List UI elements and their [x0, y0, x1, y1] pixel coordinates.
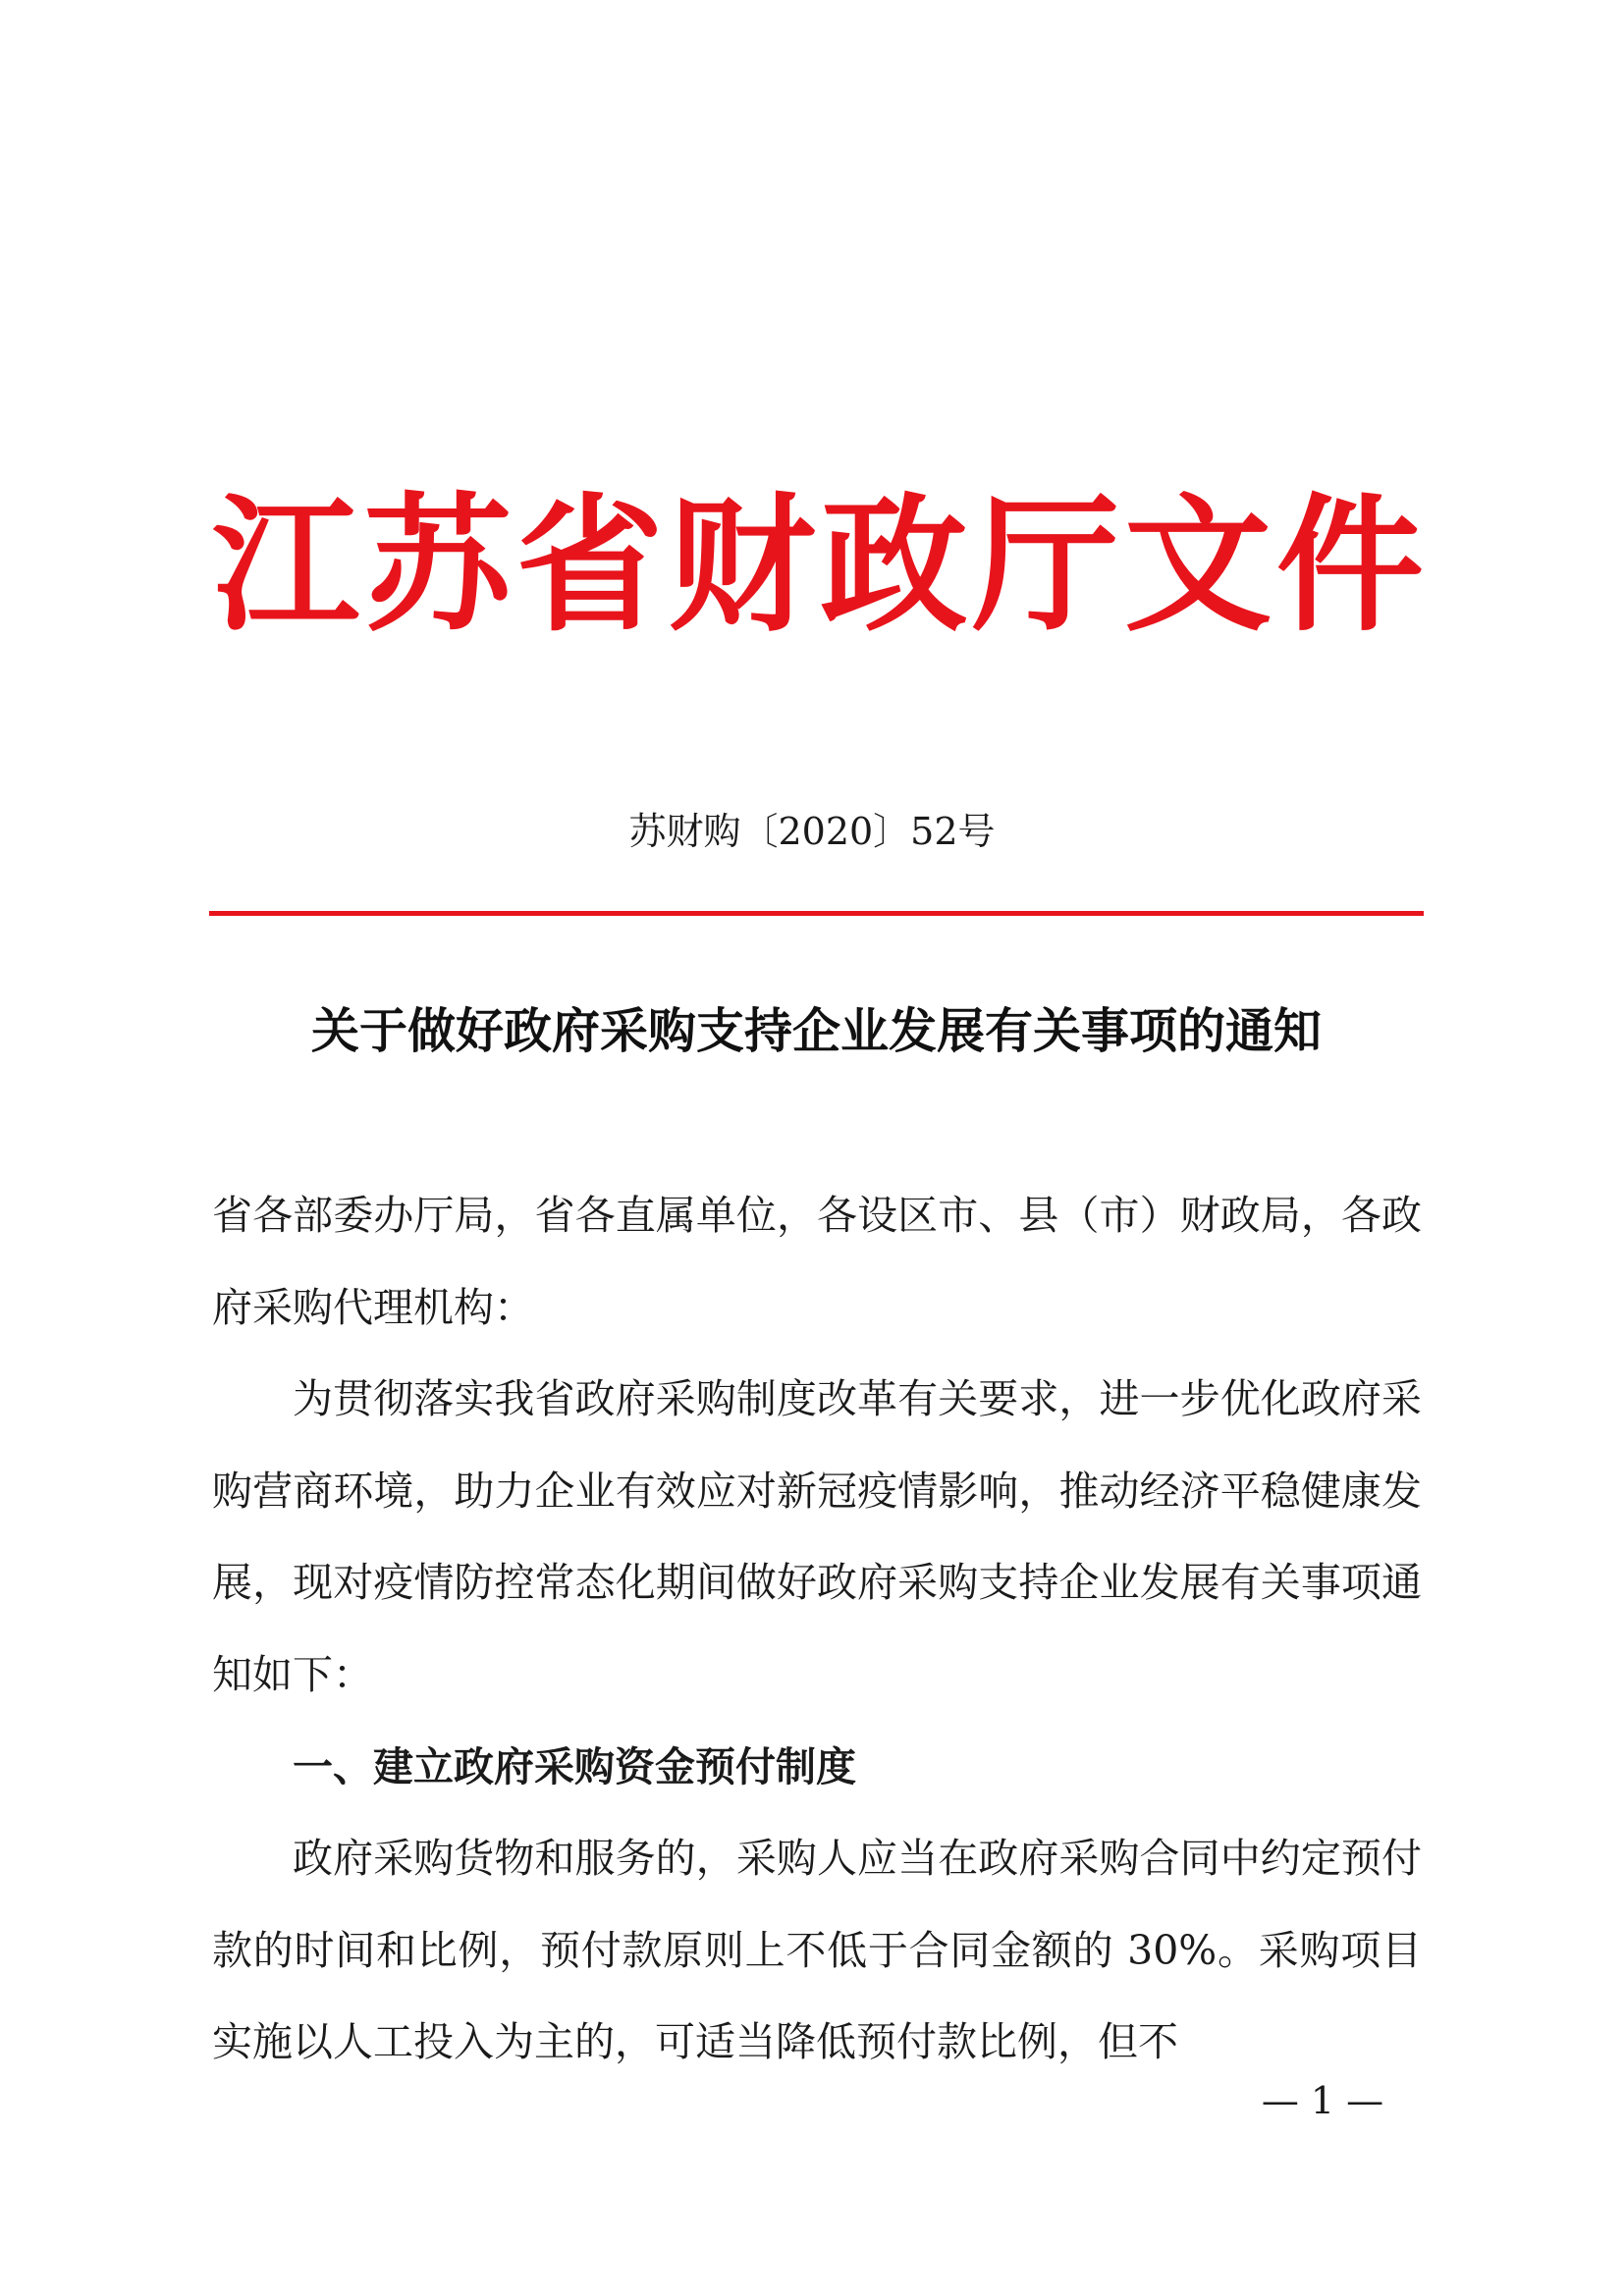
- issuer-char: 厅: [972, 481, 1120, 652]
- issuer-char: 省: [515, 481, 664, 652]
- addressee-paragraph: 省各部委办厅局，省各直属单位，各设区市、县（市）财政局，各政府采购代理机构：: [212, 1192, 1422, 1331]
- document-body: [212, 1170, 1422, 2089]
- red-divider-line: [209, 911, 1424, 916]
- section-heading: 一、建立政府采购资金预付制度: [293, 1742, 856, 1790]
- page-number: — 1 —: [1261, 2079, 1384, 2122]
- issuer-char: 件: [1275, 481, 1424, 652]
- issuer-char: 财: [668, 481, 816, 652]
- issuer-char: 苏: [363, 481, 512, 652]
- section-paragraph: 政府采购货物和服务的，采购人应当在政府采购合同中约定预付款的时间和比例，预付款原则上不低于合同金额的 30%。采购项目实施以人工投入为主的，可适当降低预付款比例，但不: [212, 1835, 1422, 2066]
- notice-title: 关于做好政府采购支持企业发展有关事项的通知: [310, 1002, 1322, 1059]
- intro-paragraph: 为贯彻落实我省政府采购制度改革有关要求，进一步优化政府采购营商环境，助力企业有效应对新冠疫情影响，推动经济平稳健康发展，现对疫情防控常态化期间做好政府采购支持企业发展有关事项通知如下：: [212, 1375, 1422, 1698]
- issuer-header: [212, 473, 1424, 660]
- issuer-char: 文: [1124, 481, 1272, 652]
- document-number: 苏财购〔2020〕52号: [628, 810, 996, 853]
- issuer-char: 政: [820, 481, 968, 652]
- issuer-char: 江: [212, 481, 360, 652]
